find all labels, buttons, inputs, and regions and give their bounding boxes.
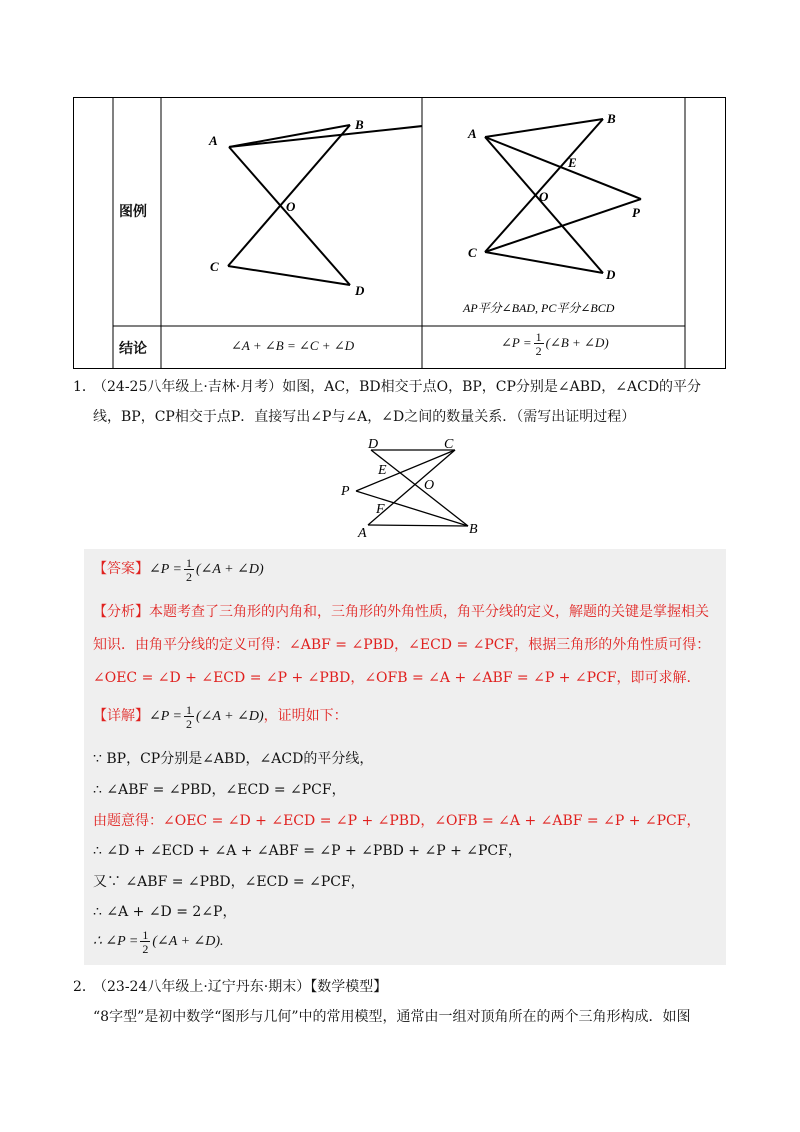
fraction-half: $\frac{1}{2}$: [185, 556, 192, 584]
label-E: E: [568, 155, 577, 170]
q1-figure: [338, 436, 498, 540]
segment-AD: [229, 147, 350, 285]
detail-tag: 【详解】: [93, 708, 149, 725]
label-D: D: [368, 437, 379, 452]
detail-formula: ∠P = $\frac{1}{2}$ (∠A + ∠D): [149, 703, 264, 731]
analysis-line2: 知识．由角平分线的定义可得：∠ABF = ∠PBD，∠ECD = ∠PCF，根据三角形的外角性质可得：: [93, 637, 711, 653]
label-E: E: [378, 463, 387, 478]
segment-BC: [228, 125, 350, 266]
q2-line2: “8字型”是初中数学“图形与几何”中的常用模型，通常由一组对顶角所在的两个三角形构成．如图: [93, 1009, 691, 1025]
label-D: D: [606, 267, 616, 282]
label-O: O: [539, 189, 549, 204]
answer-line: [93, 557, 264, 583]
figure-8-basic: [162, 97, 422, 325]
answer-formula: ∠P = $\frac{1}{2}$ (∠A + ∠D): [149, 556, 264, 584]
label-A: A: [209, 133, 218, 148]
analysis-line1: 【分析】本题考查了三角形的内角和，三角形的外角性质，角平分线的定义，解题的关键是掌握相关: [93, 604, 709, 620]
segment-AD: [485, 137, 603, 273]
analysis-tag: 【分析】: [93, 604, 149, 620]
q2-line1: （23-24八年级上·辽宁丹东·期末）【数学模型】: [93, 979, 388, 995]
conclusion-2-rhs: (∠B + ∠D): [545, 334, 609, 350]
proof-step-3: 由题意得：∠OEC = ∠D + ∠ECD = ∠P + ∠PBD，∠OFB = ∠A + ∠ABF = ∠P + ∠PCF，: [93, 813, 701, 829]
label-B: B: [355, 117, 364, 132]
label-A: A: [358, 526, 367, 540]
answer-tag: 【答案】: [93, 561, 149, 578]
segment-CD: [485, 252, 603, 273]
label-P: P: [632, 205, 640, 220]
label-D: D: [355, 283, 365, 298]
label-A: A: [468, 126, 477, 141]
fraction-half: $\frac{1}{2}$: [185, 703, 192, 731]
q1-line1: （24-25八年级上·吉林·月考）如图，AC，BD相交于点O，BP，CP分别是∠ABD，∠ACD的平分: [93, 379, 702, 395]
fraction-half: $\frac{1}{2}$: [142, 928, 149, 956]
proof-step-4: ∴ ∠D + ∠ECD + ∠A + ∠ABF = ∠P + ∠PBD + ∠P + ∠PCF，: [93, 843, 522, 859]
proof-step-2: ∴ ∠ABF = ∠PBD，∠ECD = ∠PCF，: [93, 782, 346, 798]
segment-AP: [485, 137, 641, 199]
detail-line: [93, 704, 348, 730]
proof-step-6: ∴ ∠A + ∠D = 2∠P，: [93, 904, 237, 920]
segment-CD: [228, 266, 350, 285]
segment-AB: [368, 525, 468, 526]
label-C: C: [444, 437, 454, 452]
segment-DB: [371, 450, 468, 526]
figure-caption: AP平分∠BAD, PC平分∠BCD: [463, 301, 615, 315]
label-B: B: [469, 522, 478, 537]
proof-step-5: 又∵ ∠ABF = ∠PBD，∠ECD = ∠PCF，: [93, 874, 365, 890]
fraction-half: $\frac{1}{2}$: [535, 330, 542, 358]
model-table: [73, 97, 726, 369]
detail-suffix: ，证明如下：: [263, 708, 348, 725]
label-O: O: [286, 199, 296, 214]
label-F: F: [376, 502, 385, 517]
conclusion-2: [501, 331, 609, 357]
analysis-line3: ∠OEC = ∠D + ∠ECD = ∠P + ∠PBD，∠OFB = ∠A + ∠ABF = ∠P + ∠PCF，即可求解.: [93, 670, 691, 686]
row-label-conclusion: 结论: [119, 341, 147, 357]
label-B: B: [607, 111, 616, 126]
q2-number: 2．: [73, 979, 96, 995]
label-O: O: [424, 478, 435, 493]
label-C: C: [468, 245, 477, 260]
row-label-legend: 图例: [119, 204, 147, 220]
figure-8-bisector: [423, 97, 685, 325]
proof-step-1: ∵ BP，CP分别是∠ABD，∠ACD的平分线，: [93, 751, 374, 767]
conclusion-1: ∠A + ∠B = ∠C + ∠D: [231, 338, 355, 353]
proof-step-7: ∴ ∠P = $\frac{1}{2}$ (∠A + ∠D).: [93, 928, 224, 956]
label-P: P: [341, 484, 350, 499]
conclusion-2-lhs: ∠P =: [501, 334, 532, 350]
label-C: C: [210, 259, 219, 274]
segment-AB: [485, 119, 603, 137]
segment-CP: [356, 450, 455, 491]
q1-line2: 线，BP，CP相交于点P．直接写出∠P与∠A，∠D之间的数量关系．（需写出证明过程）: [93, 409, 636, 425]
q1-number: 1．: [73, 379, 96, 395]
